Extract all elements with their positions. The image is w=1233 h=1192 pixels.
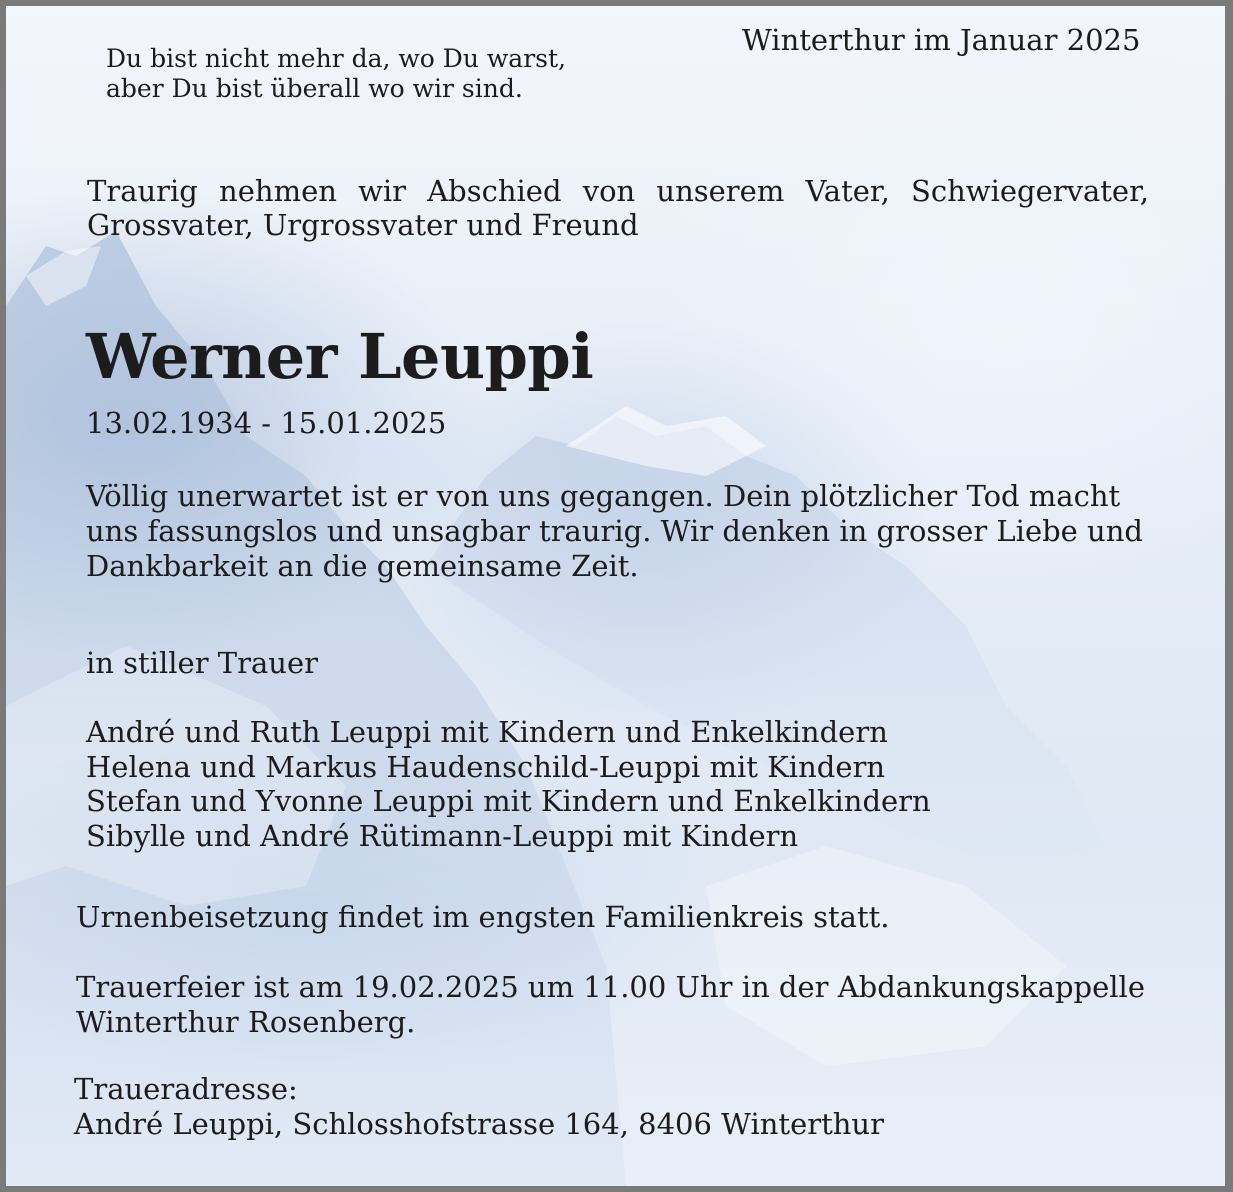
family-member: André und Ruth Leuppi mit Kindern und Enkelkindern (86, 715, 888, 749)
motto-quote (106, 44, 566, 104)
ceremony-line-2: Winterthur Rosenberg. (76, 1005, 416, 1039)
tribute-line: Völlig unerwartet ist er von uns gegangen. Dein plötzlicher Tod macht (86, 479, 1121, 513)
address-label: Traueradresse: (74, 1072, 298, 1106)
obituary-card (6, 6, 1225, 1186)
address-value: André Leuppi, Schlosshofstrasse 164, 8406 Winterthur (74, 1107, 884, 1141)
ceremony-line-1: Trauerfeier ist am 19.02.2025 um 11.00 Uhr in der Abdankungskappelle (76, 970, 1145, 1004)
family-member: Stefan und Yvonne Leuppi mit Kindern und Enkelkindern (86, 784, 931, 818)
family-list (86, 715, 931, 853)
family-member: Helena und Markus Haudenschild-Leuppi mit Kindern (86, 749, 886, 784)
motto-line-2: aber Du bist überall wo wir sind. (106, 74, 523, 103)
tribute-line: Dankbarkeit an die gemeinsame Zeit. (86, 549, 639, 583)
motto-line-1: Du bist nicht mehr da, wo Du warst, (106, 44, 566, 73)
grief-heading: in stiller Trauer (86, 646, 318, 680)
family-member: Sibylle und André Rütimann-Leuppi mit Kindern (86, 818, 799, 853)
mourning-address (74, 1072, 884, 1142)
intro-text: Traurig nehmen wir Abschied von unserem Vater, Schwiegervater, Grossvater, Urgrossvater und Freund (87, 174, 1149, 242)
tribute-text (86, 479, 1143, 584)
burial-notice: Urnenbeisetzung findet im engsten Familienkreis statt. (76, 900, 890, 934)
place-and-date: Winterthur im Januar 2025 (742, 23, 1141, 57)
tribute-line: uns fassungslos und unsagbar traurig. Wir denken in grosser Liebe und (86, 514, 1143, 548)
deceased-name: Werner Leuppi (86, 320, 594, 393)
life-dates: 13.02.1934 - 15.01.2025 (86, 406, 447, 440)
ceremony-notice (76, 970, 1145, 1040)
